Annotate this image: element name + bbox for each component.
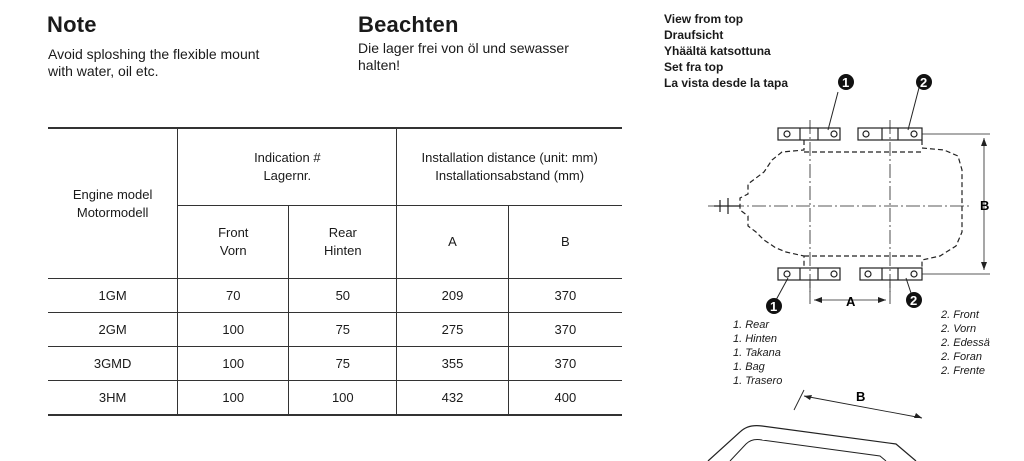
beachten-text-line: halten!: [358, 57, 401, 73]
legend-item: 2. Edessä: [941, 337, 990, 349]
view-label: La vista desde la tapa: [664, 76, 789, 90]
header-indication: [178, 128, 397, 206]
header-rear: [289, 206, 397, 279]
note-title: Note: [47, 12, 97, 37]
bottom-rear-mount: [778, 268, 840, 280]
cell-a: 209: [397, 279, 508, 313]
header-engine-model-line: Engine model: [72, 186, 153, 202]
dimension-a-label: A: [846, 294, 856, 309]
note-text-line: with water, oil etc.: [48, 63, 159, 79]
installation-table: [48, 127, 622, 416]
legend-item: 2. Frente: [941, 365, 986, 377]
dimension-b-label: B: [980, 198, 990, 213]
note-text-line: Avoid sploshing the flexible mount: [48, 46, 260, 62]
legend-item: 2. Foran: [941, 351, 982, 363]
header-rear-line: Hinten: [324, 243, 362, 258]
beachten-title: Beachten: [358, 12, 459, 37]
header-indication-line: Indication #: [254, 150, 321, 165]
cell-model: 2GM: [48, 313, 178, 347]
view-label: Set fra top: [664, 60, 724, 74]
legend-item: 1. Bag: [733, 361, 765, 373]
beachten-text-line: Die lager frei von öl und sewasser: [358, 40, 569, 56]
view-label: Yhäältä katsottuna: [664, 44, 771, 58]
legend-item: 2. Front: [941, 309, 979, 321]
table-row: [48, 279, 622, 313]
cell-rear: 50: [289, 279, 397, 313]
cell-front: 70: [178, 279, 289, 313]
cell-a: 432: [397, 381, 508, 416]
bottom-front-mount: [860, 268, 922, 280]
legend-item: 1. Hinten: [733, 333, 778, 345]
header-engine-model: [48, 128, 178, 279]
cell-front: 100: [178, 381, 289, 416]
view-label: View from top: [664, 12, 744, 26]
cell-b: 370: [508, 279, 622, 313]
marker-1-top-label: 1: [842, 75, 850, 90]
table-row: [48, 313, 622, 347]
header-installation-line: Installationsabstand (mm): [435, 168, 585, 183]
engine-mount-diagram: [700, 60, 1010, 461]
cell-rear: 75: [289, 347, 397, 381]
cell-front: 100: [178, 347, 289, 381]
table-row: [48, 347, 622, 381]
legend-item: 1. Trasero: [733, 375, 783, 387]
legend-item: 1. Rear: [733, 319, 770, 331]
beachten-text: [358, 40, 569, 74]
table-row: [48, 381, 622, 416]
header-rear-line: Rear: [328, 225, 357, 240]
header-engine-model-line: Motormodell: [76, 204, 149, 220]
header-b: B: [508, 206, 622, 279]
cell-front: 100: [178, 313, 289, 347]
cell-b: 370: [508, 313, 622, 347]
marker-2-top-label: 2: [920, 75, 928, 90]
legend-item: 2. Vorn: [941, 323, 977, 335]
lower-perspective-drawing: [708, 390, 922, 461]
marker-1-bottom-label: 1: [770, 299, 778, 314]
cell-rear: 75: [289, 313, 397, 347]
legend-rear: [733, 318, 782, 388]
note-text: [48, 46, 259, 80]
top-rear-mount: [778, 128, 840, 140]
cell-rear: 100: [289, 381, 397, 416]
header-installation-line: Installation distance (unit: mm): [421, 150, 598, 165]
dimension-b-lower-label: B: [856, 389, 866, 404]
header-front-line: Vorn: [219, 243, 247, 258]
cell-a: 275: [397, 313, 508, 347]
view-label: Draufsicht: [664, 28, 724, 42]
header-front-line: Front: [218, 225, 249, 240]
cell-model: 3HM: [48, 381, 178, 416]
legend-front: [941, 308, 990, 378]
header-front: [178, 206, 289, 279]
marker-2-bottom-label: 2: [910, 293, 918, 308]
cell-b: 400: [508, 381, 622, 416]
engine-outline: [740, 140, 962, 268]
header-a: A: [397, 206, 508, 279]
header-indication-line: Lagernr.: [263, 168, 312, 183]
header-installation-distance: [397, 128, 622, 206]
legend-item: 1. Takana: [733, 347, 781, 359]
cell-model: 3GMD: [48, 347, 178, 381]
cell-b: 370: [508, 347, 622, 381]
cell-model: 1GM: [48, 279, 178, 313]
cell-a: 355: [397, 347, 508, 381]
